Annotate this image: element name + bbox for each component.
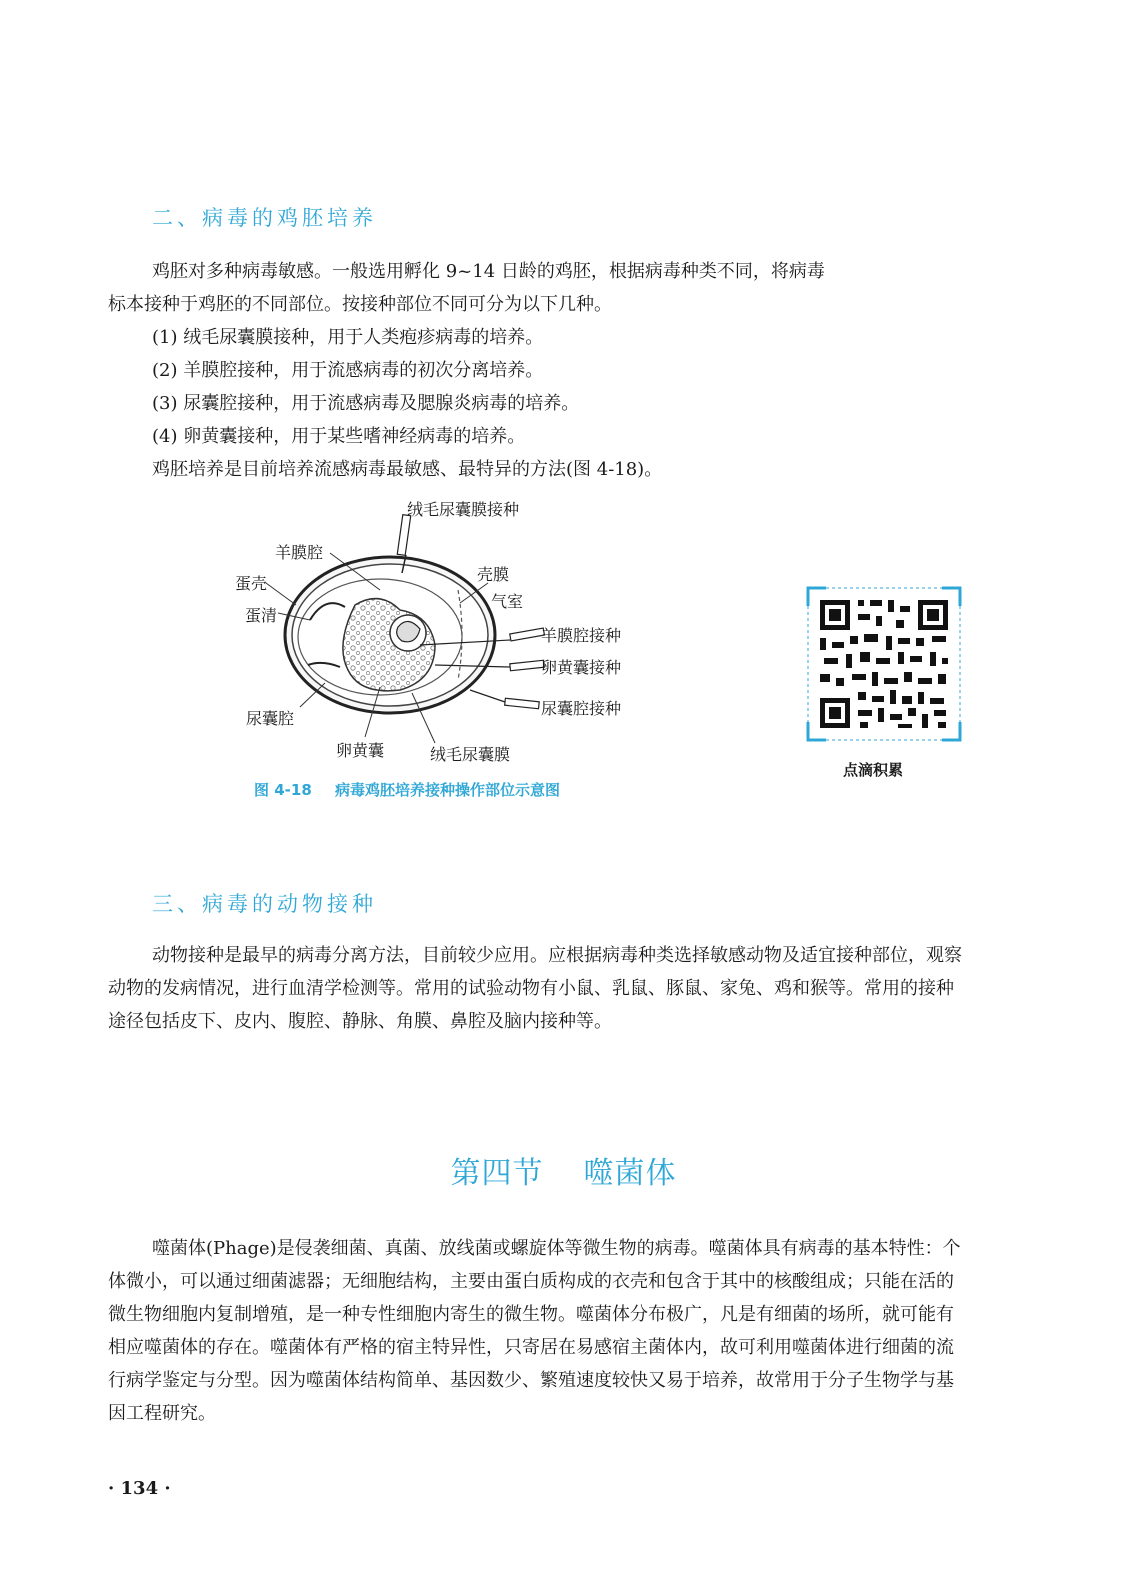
paragraph-line: 鸡胚培养是目前培养流感病毒最敏感、最特异的方法(图 4-18)。 [152, 459, 663, 480]
qr-label: 点滴积累 [843, 761, 904, 779]
label-chorioallantoic-membrane: 绒毛尿囊膜 [430, 745, 511, 764]
section3-body: 动物接种是最早的病毒分离方法，目前较少应用。应根据病毒种类选择敏感动物及适宜接种部位，观察动物的发病情况，进行血清学检测等。常用的试验动物有小鼠、乳鼠、豚鼠、家兔、鸡和猴等。常用的接种途径包括皮下、皮内、腹腔、静脉、角膜、鼻腔及脑内接种等。 [108, 945, 962, 1032]
label-yolk-sac: 卵黄囊 [336, 741, 385, 760]
label-yolk-sac-inoculation: 卵黄囊接种 [541, 658, 622, 677]
list-item: (3) 尿囊腔接种，用于流感病毒及腮腺炎病毒的培养。 [152, 393, 580, 414]
page-number: · 134 · [108, 1478, 171, 1499]
phage-body: 噬菌体(Phage)是侵袭细菌、真菌、放线菌或螺旋体等微生物的病毒。噬菌体具有病毒的基本特性：个体微小，可以通过细菌滤器；无细胞结构，主要由蛋白质构成的衣壳和包含于其中的核酸组成；只能在活的微生物细胞内复制增殖，是一种专性细胞内寄生的微生物。噬菌体分布极广，凡是有细菌的场所，就可能有相应噬菌体的存在。噬菌体有严格的宿主特异性，只寄居在易感宿主菌体内，故可利用噬菌体进行细菌的流行病学鉴定与分型。因为噬菌体结构简单、基因数少、繁殖速度较快又易于培养，故常用于分子生物学与基因工程研究。 [108, 1238, 961, 1424]
qr-code-icon[interactable] [806, 586, 962, 742]
figure-caption-text: 病毒鸡胚培养接种操作部位示意图 [335, 781, 561, 799]
list-item: (4) 卵黄囊接种，用于某些嗜神经病毒的培养。 [152, 426, 526, 447]
label-egg-white: 蛋清 [245, 606, 278, 625]
label-eggshell: 蛋壳 [235, 574, 268, 593]
figure-caption-number: 图 4-18 [254, 781, 312, 799]
paragraph-line: 鸡胚对多种病毒敏感。一般选用孵化 9~14 日龄的鸡胚，根据病毒种类不同，将病毒 [152, 261, 825, 282]
figure-caption [254, 779, 560, 800]
label-shell-membrane: 壳膜 [477, 565, 510, 584]
label-allantoic-inoculation: 尿囊腔接种 [541, 699, 622, 718]
label-chorioallantoic-inoculation: 绒毛尿囊膜接种 [407, 500, 520, 519]
list-item: (2) 羊膜腔接种，用于流感病毒的初次分离培养。 [152, 360, 544, 381]
section-heading-animal-inoculation: 三、病毒的动物接种 [152, 892, 377, 916]
section-heading-egg-culture: 二、病毒的鸡胚培养 [152, 206, 377, 230]
label-air-sac: 气室 [491, 592, 524, 611]
section2-body [108, 255, 968, 486]
paragraph-line: 标本接种于鸡胚的不同部位。按接种部位不同可分为以下几种。 [108, 294, 612, 315]
chapter-number: 第四节 [450, 1156, 544, 1191]
label-allantoic-cavity: 尿囊腔 [246, 709, 295, 728]
label-amniotic-inoculation: 羊膜腔接种 [541, 626, 622, 645]
chapter-title: 噬菌体 [583, 1156, 677, 1191]
chapter-heading [0, 1148, 1127, 1192]
syringe-allantoic-icon [470, 690, 539, 709]
list-item: (1) 绒毛尿囊膜接种，用于人类疱疹病毒的培养。 [152, 327, 544, 348]
label-amniotic-cavity: 羊膜腔 [275, 543, 324, 562]
